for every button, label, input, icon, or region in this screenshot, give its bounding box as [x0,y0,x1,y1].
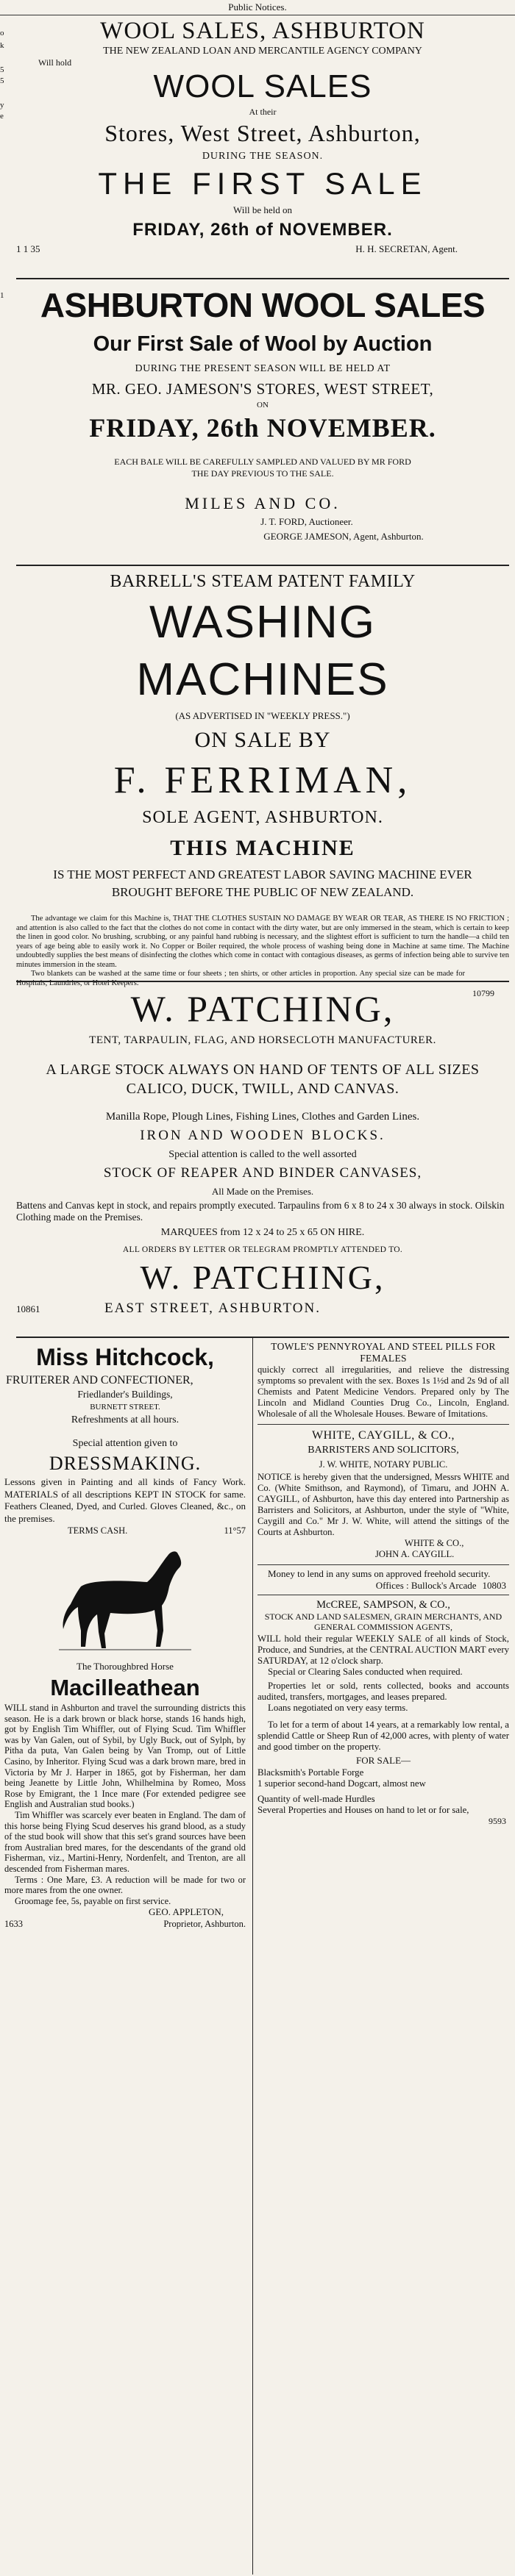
margin-fragment: 5 [0,65,4,74]
ad-prop: Proprietor, Ashburton. [163,1919,246,1930]
ad-body: Lessons given in Painting and all kinds of Fancy Work. MATERIALS of all descriptions KEPT IN STOCK for same. Feathers Cleaned, Dyed, and Curled. Gloves Cleaned, &c., on the premises. [4,1476,246,1524]
ad-name: F. FERRIMAN, [113,759,412,801]
ad-body: quickly correct all irregularities, and relieve the distressing symptoms so prevalent with the sex. Boxes 1s 1½d and 2s 9d of all Chemists and Patent Medicine Vendors. Prepared only by The Lincoln and Midland Counties Drug Co., Lincoln, England. Wholesale of all the Wholesale Houses. Beware of Imitations. [258,1364,509,1419]
ad-line: Quantity of well-made Hurdles [258,1793,375,1804]
ad-ref: 10861 [16,1303,40,1314]
ad-big: WASHING MACHINES [136,597,389,705]
ad-line: Manilla Rope, Plough Lines, Fishing Lines, Clothes and Garden Lines. [105,1111,420,1123]
margin-fragment: o [0,29,4,37]
ad-ashburton-wool-sales [16,282,509,557]
ad-body: Battens and Canvas kept in stock, and repairs promptly executed. Tarpaulins from 6 x 8 to 24 x 30 always in stock. Oilskin Clothing made on the Premises. [16,1200,505,1223]
ad-body: WILL stand in Ashburton and travel the surrounding districts this season. He is a dark brown or black horse, stands 16 hands high, got by English Tim Whiffler, out of Flying Scud. Tim Whiffler was by Van Galen, out of Sybil, by Ugly Buck, out of Sylph, by Pitha da puta, Van Galen being by Van Tromp, out of Little Casino, by Inheritor. Flying Scud was a dark brown mare, bred in Victoria by Mr J. Harper in 1865, got by Fisherman, her dam being Jeanette by Little John, Whilhelmina by Romeo, Moss Rose by Emigrant, the 1 Ince mare (For extended pedigree see English and Australian stud books.) [4,1703,246,1810]
ad-firm: WHITE, CAYGILL, & CO., [312,1429,455,1442]
margin-fragment: y [0,101,4,110]
ad-ref: 9593 [489,1815,506,1826]
ad-name: Miss Hitchcock, [36,1344,214,1370]
ad-line: A LARGE STOCK ALWAYS ON HAND OF TENTS OF ALL SIZES [46,1062,480,1078]
ad-wool-sales-nzlma [16,16,509,275]
ad-name: W. PATCHING, [140,1259,386,1296]
ad-title: WOOL SALES, ASHBURTON [100,18,425,44]
ad-sig: JOHN A. CAYGILL. [375,1549,455,1559]
ad-trade: FRUITERER AND CONFECTIONER, [6,1374,193,1387]
ad-ref: 1 1 35 [16,243,40,254]
ad-line: Will hold [38,57,72,68]
ad-line: Will be held on [233,204,292,215]
ad-trade: STOCK AND LAND SALESMEN, GRAIN MERCHANTS, AND GENERAL COMMISSION AGENTS, [264,1611,502,1632]
ad-addr: EAST STREET, ASHBURTON. [104,1300,322,1316]
ad-body: WILL hold their regular WEEKLY SALE of all kinds of Stock, Produce, and Sundries, at the CENTRAL AUCTION MART every SATURDAY, at 12 o'clock sharp. [258,1633,509,1666]
ad-firm: MILES AND CO. [185,494,341,512]
divider [16,1337,509,1338]
ad-body: Money to lend in any sums on approved freehold security. [268,1568,491,1579]
ad-stores: MR. GEO. JAMESON'S STORES, WEST STREET, [91,380,434,398]
ad-sub: Our First Sale of Wool by Auction [93,332,433,356]
ad-line: FOR SALE— [355,1754,411,1766]
ad-trade: TENT, TARPAULIN, FLAG, AND HORSECLOTH MANUFACTURER. [89,1034,436,1046]
ad-line: Refreshments at all hours. [71,1414,180,1425]
ad-body: NOTICE is hereby given that the undersigned, Messrs WHITE and Co. (White Smithson, and Raymond), of Timaru, and JOHN A. CAYGILL, of Ashburton, have this day entered into Partnership as Barristers and Solicitors, at Ashburton, under the style of "White, Caygill and Co." Mr J. W. White, will attend the sittings of the Courts at Ashburton. [258,1472,509,1537]
ad-date: FRIDAY, 26th NOVEMBER. [89,413,436,443]
margin-fragment: e [0,112,4,121]
ad-washing-machines [16,569,509,998]
ad-trade: BARRISTERS AND SOLICITORS, [308,1445,459,1456]
ad-line: (AS ADVERTISED IN "WEEKLY PRESS.") [175,710,350,721]
margin-fragment: 1 [0,291,4,300]
ad-line: IRON AND WOODEN BLOCKS. [140,1128,386,1143]
horse-icon [52,1542,199,1660]
page-header: Public Notices. [0,0,515,15]
ad-agent: GEORGE JAMESON, Agent, Ashburton. [263,531,424,542]
ad-body: To let for a term of about 14 years, at a remarkably low rental, a splendid Cattle or Sheep Run of 42,000 acres, with plenty of water and good timber on the property. [258,1719,509,1752]
ad-title: TOWLE'S PENNYROYAL AND STEEL PILLS FOR FEMALES [271,1341,496,1364]
divider [258,1564,509,1565]
ad-line: 1 superior second-hand Dogcart, almost new [258,1778,426,1789]
column-divider [252,1337,253,2575]
ad-terms: TERMS CASH. [68,1525,128,1536]
ad-line: The Thoroughbred Horse [77,1661,174,1672]
ad-body: Special or Clearing Sales conducted when required. [268,1666,463,1677]
ad-body: Properties let or sold, rents collected, books and accounts audited, transfers, mortgages, and leases prepared. [258,1680,509,1702]
ad-body: Two blankets can be washed at the same time or four sheets ; ten shirts, or other articles in proportion. Any special size can be made for Hospitals, Laundries, or Hotel Keepers. [16,970,465,987]
ad-body: Terms : One Mare, £3. A reduction will be made for two or more mares from the one owner. [4,1874,246,1896]
ad-first-sale: THE FIRST SALE [98,166,427,201]
ad-body: The advantage we claim for this Machine is, THAT THE CLOTHES SUSTAIN NO DAMAGE BY WEAR OR TEAR, AS THERE IS NO FRICTION ; and attention is also called to the fact that the clothes do not come in contact with the dirty water, but are only immersed in the steam, which is certain to keep the linen in good color. No brushing, scrubbing, or any painful hand rubbing is necessary, and the slightest effort is sufficient to turn the handle—a child ten years of age being able to easily work it. No Copper or Boiler required, the whole process of washing being done in Machine at same time. The Machine undoubtedly supplies the best means of disinfecting the clothes which come in contact with contagious diseases, as germs of infection being able to survive ten minutes immersion in the steam. [16,915,509,969]
margin-fragment: 5 [0,76,4,85]
ad-line: ALL ORDERS BY LETTER OR TELEGRAM PROMPTLY ATTENDED TO. [122,1245,403,1254]
ad-place: Stores, West Street, Ashburton, [104,120,421,146]
ad-dress: DRESSMAKING. [49,1453,202,1474]
left-column [1,1341,249,1930]
ad-name: Macilleathean [50,1675,200,1700]
ad-agent: H. H. SECRETAN, Agent. [355,243,458,254]
margin-fragment: k [0,41,4,50]
ad-line: All Made on the Premises. [211,1186,314,1197]
ad-line: STOCK OF REAPER AND BINDER CANVASES, [103,1165,422,1181]
horse-illustration [1,1542,249,1660]
ad-line: MARQUEES from 12 x 24 to 25 x 65 ON HIRE. [160,1227,365,1238]
ad-line: DURING THE PRESENT SEASON WILL BE HELD AT [135,363,391,374]
ad-line: ON [257,401,269,409]
ad-line: Blacksmith's Portable Forge [258,1767,364,1778]
ad-ref: 1633 [4,1919,23,1930]
ad-ref: 11°57 [224,1525,246,1536]
ad-body: Tim Whiffler was scarcely ever beaten in England. The dam of this horse being Flying Scud deserves his grand blood, as a study of the stud book will show that this set's grand sources have been from Australian bred mares, for the descendants of the grand old Fisherman, viz., Martini-Henry, Nordenfelt, and Trenton, are all descended from Fisherman mares. [4,1809,246,1874]
ad-line: BURNETT STREET. [90,1403,160,1412]
ad-line: Friedlander's Buildings, [77,1389,173,1400]
ad-this: THIS MACHINE [170,836,355,860]
ad-body: Loans negotiated on very easy terms. [268,1702,408,1713]
ad-line: THE NEW ZEALAND LOAN AND MERCANTILE AGENCY COMPANY [103,46,422,57]
ad-body: Groomage fee, 5s, payable on first service. [15,1895,171,1906]
ad-sig: WHITE & CO., [405,1538,464,1548]
ad-line: THE DAY PREVIOUS TO THE SALE. [191,468,334,479]
divider [16,278,509,279]
ad-title: BARRELL'S STEAM PATENT FAMILY [110,572,416,591]
ad-line: IS THE MOST PERFECT AND GREATEST LABOR SAVING MACHINE EVER [53,867,472,881]
divider [258,1424,509,1425]
ad-name: W. PATCHING, [130,988,395,1029]
ad-line: CALICO, DUCK, TWILL, AND CANVAS. [126,1081,399,1097]
ad-auct: J. T. FORD, Auctioneer. [260,516,353,527]
ad-date: FRIDAY, 26th of NOVEMBER. [132,220,393,240]
ad-big: WOOL SALES [153,68,372,104]
ad-ref: 10799 [472,988,494,998]
ad-on: ON SALE BY [194,728,331,752]
ad-firm: McCREE, SAMPSON, & CO., [316,1598,450,1611]
ad-line: BROUGHT BEFORE THE PUBLIC OF NEW ZEALAND. [111,885,414,899]
ad-line: EACH BALE WILL BE CAREFULLY SAMPLED AND VALUED BY MR FORD [114,457,411,467]
right-column [258,1341,509,1826]
ad-notary: J. W. WHITE, NOTARY PUBLIC. [319,1459,448,1470]
ad-line: At their [249,107,277,117]
ad-line: Special attention given to [72,1438,178,1449]
ad-ref: 10803 [482,1579,506,1591]
ad-line: Several Properties and Houses on hand to let or for sale, [258,1804,469,1815]
ad-title: ASHBURTON WOOL SALES [40,286,486,324]
ad-owner: GEO. APPLETON, [149,1906,224,1918]
ad-line: DURING THE SEASON. [202,151,324,162]
ad-w-patching [16,985,509,1332]
ad-agent: SOLE AGENT, ASHBURTON. [142,808,383,827]
divider [16,981,509,982]
ad-line: Special attention is called to the well assorted [168,1149,357,1160]
ad-offices: Offices : Bullock's Arcade [375,1579,477,1591]
divider [16,565,509,566]
